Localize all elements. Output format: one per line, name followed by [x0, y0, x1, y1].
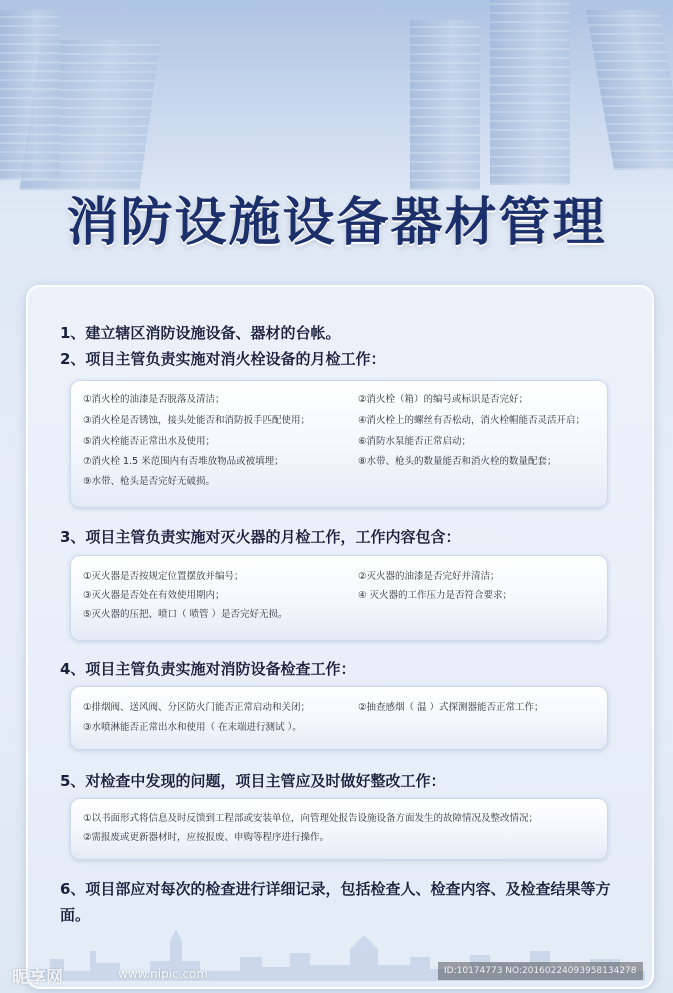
building-left-2 [0, 10, 60, 180]
list-item: ⑤灭火器的压把、喷口（ 喷管 ）是否完好无损。 [83, 609, 288, 620]
list-item: ③消火栓是否锈蚀，接头处能否和消防扳手匹配使用； [83, 415, 311, 426]
watermark-brand: 昵享网 [12, 968, 63, 988]
section-3-heading: 3、项目主管负责实施对灭火器的月检工作，工作内容包含： [60, 528, 461, 546]
section-3-box [70, 555, 608, 641]
list-item: ①消火栓的油漆是否脱落及清洁； [83, 394, 225, 405]
list-item: ③水喷淋能否正常出水和使用（ 在末端进行测试 ）。 [83, 722, 302, 733]
list-item: ⑧水带、枪头的数量能否和消火栓的数量配套； [358, 456, 557, 467]
list-item: ⑨水带、枪头是否完好无破损。 [83, 476, 216, 487]
list-item: ①灭火器是否按规定位置摆放并编号； [83, 571, 244, 582]
list-item: ②抽查感烟（ 温 ）式探测器能否正常工作； [358, 702, 544, 713]
list-item: ①以书面形式将信息及时反馈到工程部或安装单位，向管理处报告设施设备方面发生的故障情况及整改情况； [83, 813, 539, 824]
watermark-id: ID:10174773 NO:20160224093958134278 [438, 962, 643, 980]
section-5-box [70, 798, 608, 860]
list-item: ④ 灭火器的工作压力是否符合要求； [358, 590, 513, 601]
section-1-heading: 1、建立辖区消防设施设备、器材的台帐。 [60, 324, 341, 342]
section-2-heading: 2、项目主管负责实施对消火栓设备的月检工作： [60, 350, 386, 368]
list-item: ①排烟阀、送风阀、分区防火门能否正常启动和关闭； [83, 702, 311, 713]
section-2-box [70, 380, 608, 508]
building-center [410, 20, 480, 190]
list-item: ⑥消防水泵能否正常启动； [358, 436, 472, 447]
section-6-heading: 6、项目部应对每次的检查进行详细记录，包括检查人、检查内容、及检查结果等方面。 [60, 880, 611, 924]
building-right [490, 0, 570, 185]
list-item: ②需报废或更新器材时，应按报废、申购等程序进行操作。 [83, 832, 330, 843]
page-title: 消防设施设备器材管理 [66, 193, 607, 253]
watermark-url: www.nipic.com [118, 967, 209, 981]
section-4-heading: 4、项目主管负责实施对消防设备检查工作： [60, 660, 356, 678]
list-item: ③灭火器是否处在有效使用期内； [83, 590, 225, 601]
list-item: ②消火栓（箱）的编号或标识是否完好； [358, 394, 529, 405]
list-item: ④消火栓上的螺丝有否松动，消火栓帽能否灵活开启； [358, 415, 586, 426]
list-item: ⑤消火栓能否正常出水及使用； [83, 436, 216, 447]
section-4-box [70, 686, 608, 750]
list-item: ⑦消火栓 1.5 米范围内有否堆放物品或被填埋； [83, 456, 284, 467]
list-item: ②灭火器的油漆是否完好并清洁； [358, 571, 500, 582]
section-5-heading: 5、对检查中发现的问题，项目主管应及时做好整改工作： [60, 772, 446, 790]
